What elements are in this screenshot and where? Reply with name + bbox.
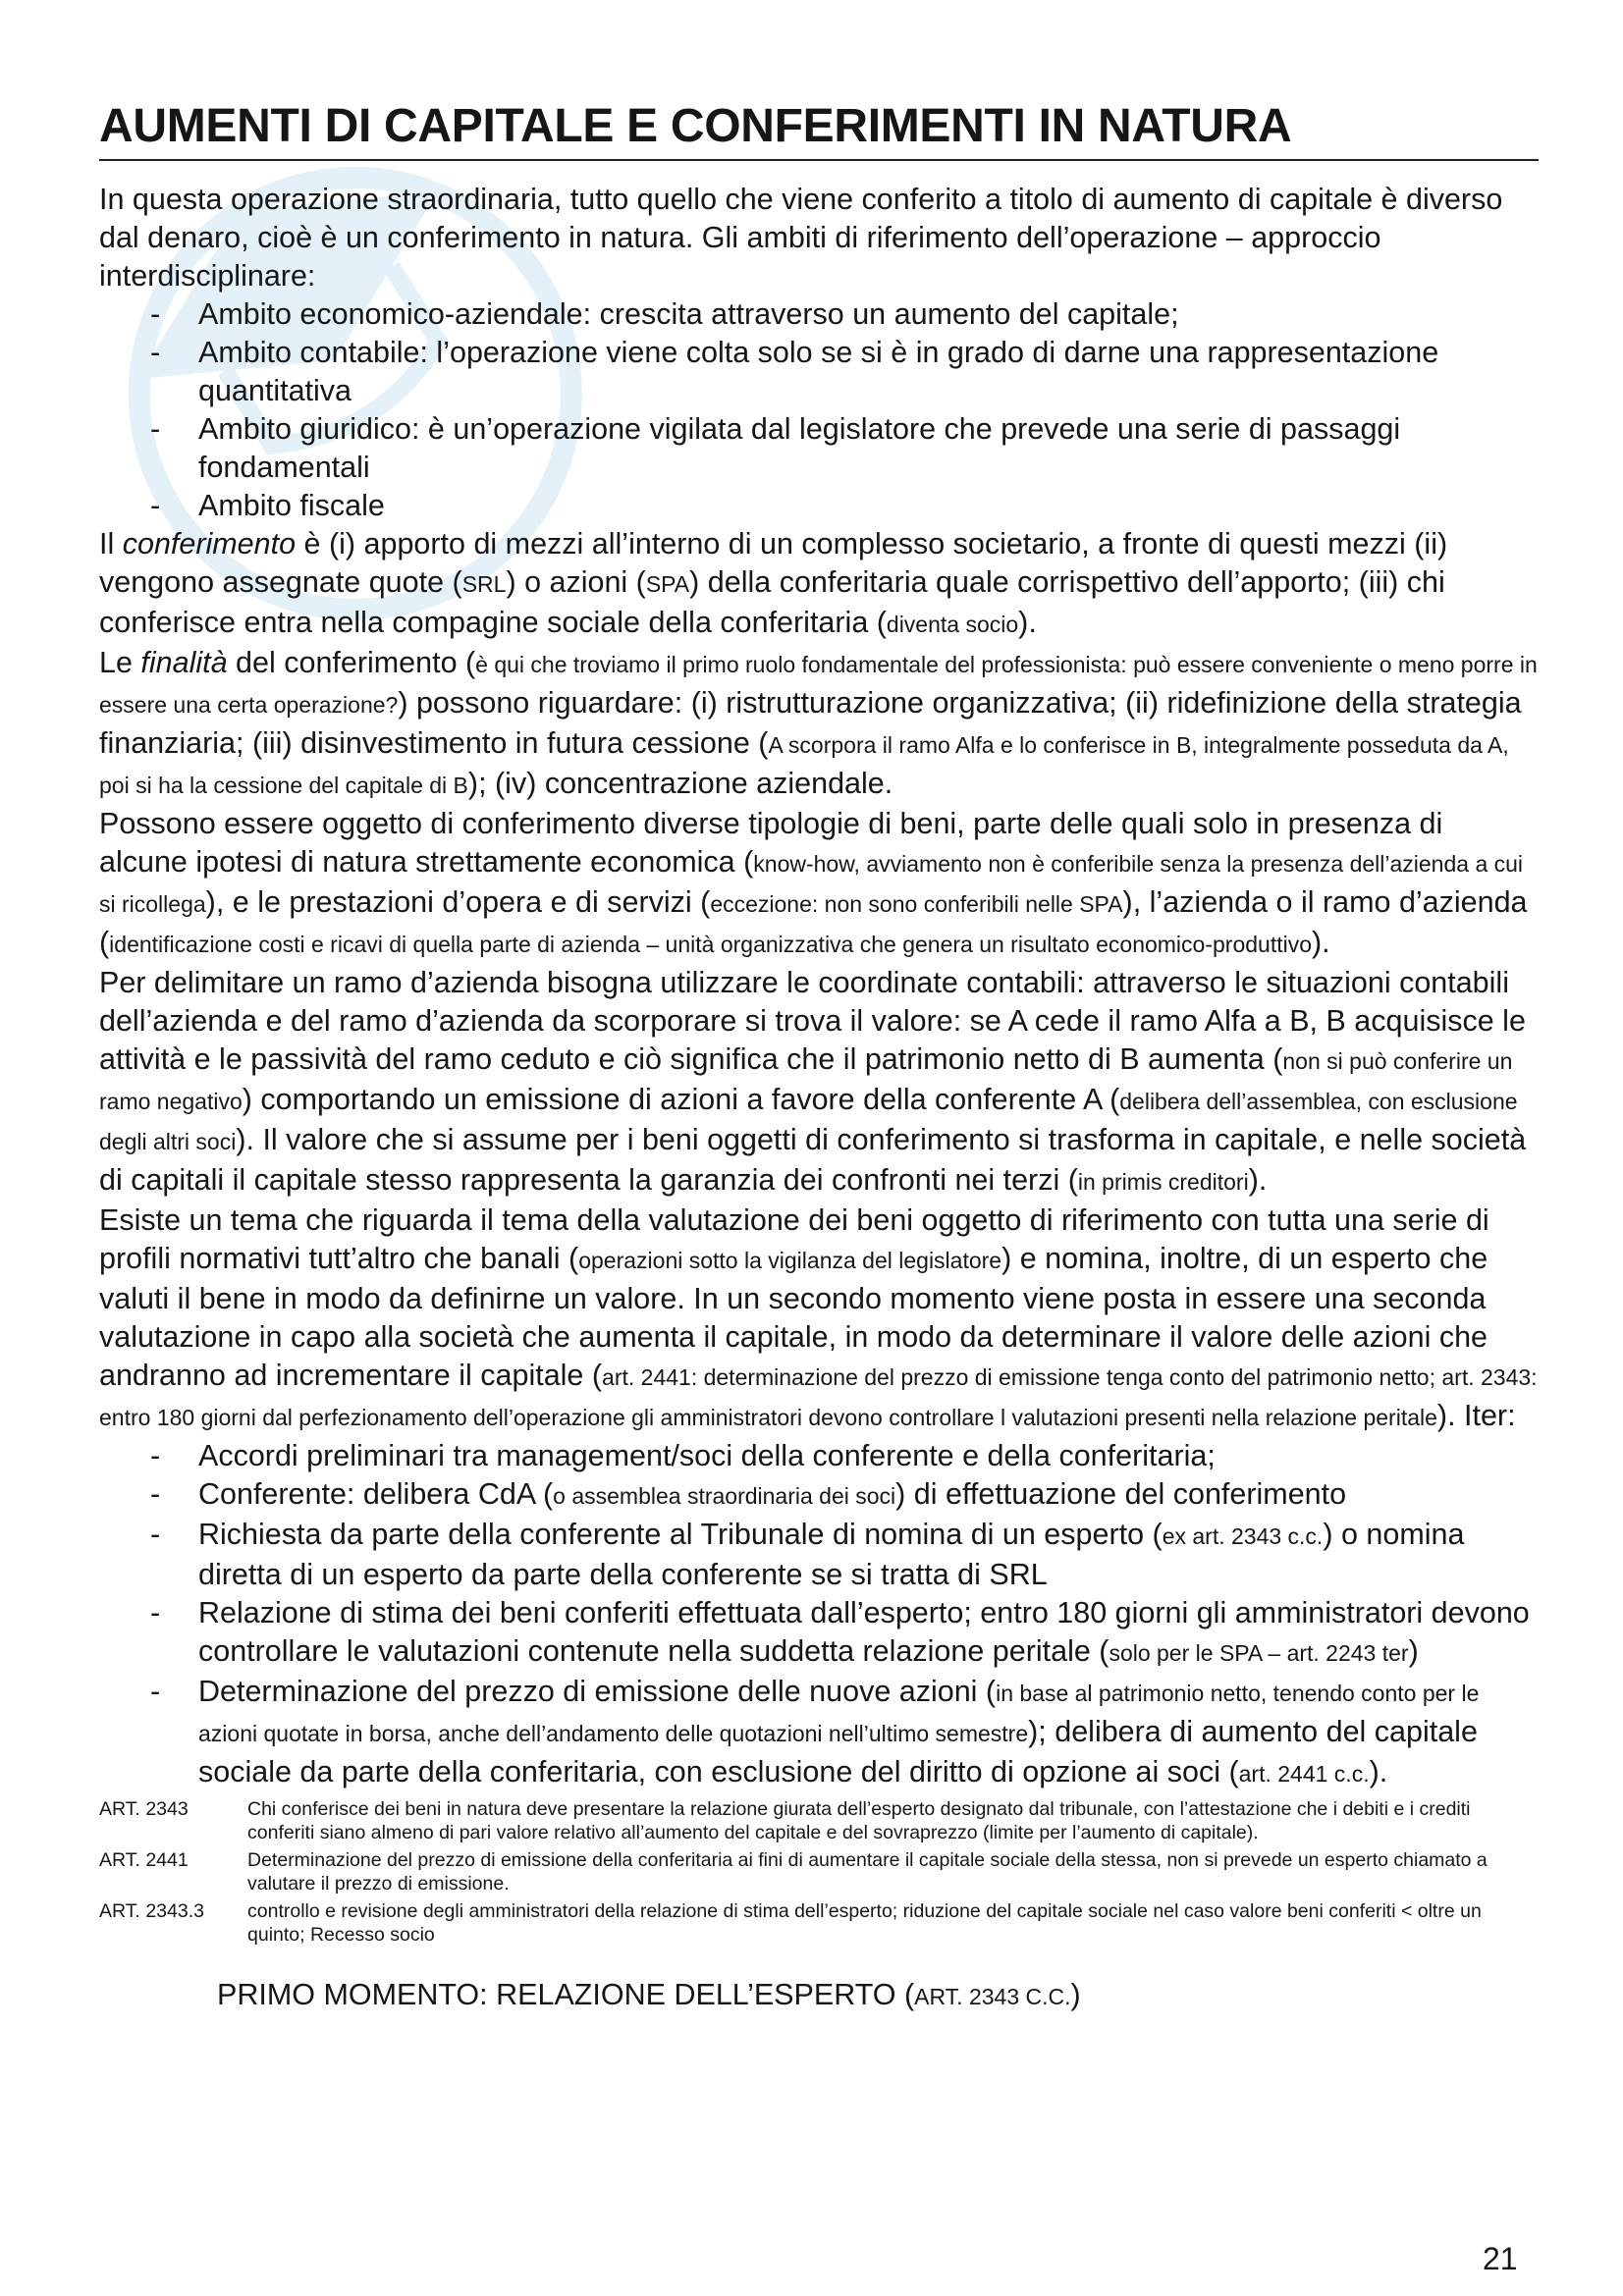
article-number: ART. 2343.3 — [99, 1900, 204, 1922]
list-item: - Accordi preliminari tra management/soci della conferente e della conferitaria; — [198, 1437, 1539, 1475]
finalita-paragraph: Le finalità del conferimento (è qui che troviamo il primo ruolo fondamentale del professionista: può essere conveniente o meno porre in essere una certa operazione?) possono riguardare: (i) ristrutturazione organizzativa; (ii) ridefinizione della strategia finanziaria; (iii) disinvestimento in futura cessione (A scorpora il ramo Alfa e lo conferisce in B, integralmente posseduta da A, poi si ha la cessione del capitale di B); (iv) concentrazione aziendale. — [99, 646, 1538, 800]
section-subtitle: PRIMO MOMENTO: RELAZIONE DELL’ESPERTO (ART. 2343 C.C.) — [217, 1978, 1081, 2011]
ramo-paragraph: Per delimitare un ramo d’azienda bisogna utilizzare le coordinate contabili: attraverso le situazioni contabili dell’azienda e del ramo d’azienda da scorporare si trova il valore: se A cede il ramo Alfa a B, B acquisisce le attività e le passività del ramo ceduto e ciò significa che il patrimonio netto di B aumenta (non si può conferire un ramo negativo) comportando un emissione di azioni a favore della conferente A (delibera dell’assemblea, con esclusione degli altri soci). Il valore che si assume per i beni oggetti di conferimento si trasforma in capitale, e nelle società di capitali il capitale stesso rappresenta la garanzia dei confronti nei terzi (in primis creditori). — [99, 966, 1527, 1197]
list-item: - Ambito fiscale — [198, 487, 1539, 525]
valutazione-paragraph: Esiste un tema che riguarda il tema della valutazione dei beni oggetto di riferimento con tutta una serie di profili normativi tutt’altro che banali (operazioni sotto la vigilanza del legislatore) e nomina, inoltre, di un esperto che valuti il bene in modo da definirne un valore. In un secondo momento viene posta in essere una seconda valutazione in capo alla società che aumenta il capitale, in modo da determinare il valore delle azioni che andranno ad incrementare il capitale (art. 2441: determinazione del prezzo di emissione tenga conto del patrimonio netto; art. 2343: entro 180 giorni dal perfezionamento dell’operazione gli amministratori devono controllare l valutazioni presenti nella relazione peritale). Iter: — [99, 1203, 1538, 1432]
table-row — [99, 1848, 1534, 1899]
list-item: - Ambito economico-aziendale: crescita attraverso un aumento del capitale; — [198, 295, 1539, 334]
table-row — [99, 1797, 1534, 1848]
iter-list — [99, 1437, 1539, 1793]
page-title: AUMENTI DI CAPITALE E CONFERIMENTI IN NATURA — [99, 96, 1539, 161]
article-number: ART. 2343 — [99, 1798, 189, 1820]
list-item: - Richiesta da parte della conferente al Tribunale di nomina di un esperto (ex art. 2343 c.c.) o nomina diretta di un esperto da parte della conferente se si tratta di SRL — [198, 1516, 1539, 1594]
article-number: ART. 2441 — [99, 1849, 189, 1871]
list-item: - Determinazione del prezzo di emissione delle nuove azioni (in base al patrimonio netto, tenendo conto per le azioni quotate in borsa, anche dell’andamento delle quotazioni nell’ultimo semestre); delibera di aumento del capitale sociale da parte della conferitaria, con esclusione del diritto di opzione ai soci (art. 2441 c.c.). — [198, 1673, 1539, 1793]
document-body — [99, 181, 1539, 1793]
page-number: 21 — [1483, 2241, 1518, 2276]
ambiti-list — [99, 295, 1539, 525]
list-item: - Ambito contabile: l’operazione viene colta solo se si è in grado di darne una rappresentazione quantitativa — [198, 334, 1539, 410]
list-item: - Ambito giuridico: è un’operazione vigilata dal legislatore che prevede una serie di passaggi fondamentali — [198, 410, 1539, 487]
beni-paragraph: Possono essere oggetto di conferimento diverse tipologie di beni, parte delle quali solo in presenza di alcune ipotesi di natura strettamente economica (know-how, avviamento non è conferibile senza la presenza dell’azienda a cui si ricollega), e le prestazioni d’opera e di servizi (eccezione: non sono conferibili nelle SPA), l’azienda o il ramo d’azienda (identificazione costi e ricavi di quella parte di azienda – unità organizzativa che genera un risultato economico-produttivo). — [99, 807, 1528, 959]
article-text: Chi conferisce dei beni in natura deve presentare la relazione giurata dell’esperto designato dal tribunale, con l’attestazione che i debiti e i crediti conferiti siano almeno di pari valore relativo all’aumento del capitale e del sovraprezzo (limite per l’aumento di capitale). — [247, 1798, 1471, 1843]
conferimento-paragraph: Il conferimento è (i) apporto di mezzi all’interno di un complesso societario, a fronte di questi mezzi (ii) vengono assegnate quote (SRL) o azioni (SPA) della conferitaria quale corrispettivo dell’apporto; (iii) chi conferisce entra nella compagine sociale della conferitaria (diventa socio). — [99, 527, 1448, 639]
intro-paragraph: In questa operazione straordinaria, tutto quello che viene conferito a titolo di aumento di capitale è diverso dal denaro, cioè è un conferimento in natura. Gli ambiti di riferimento dell’operazione – approccio interdisciplinare: — [99, 183, 1503, 293]
list-item: - Conferente: delibera CdA (o assemblea straordinaria dei soci) di effettuazione del conferimento — [198, 1475, 1539, 1516]
articoli-table — [99, 1797, 1534, 1950]
article-text: Determinazione del prezzo di emissione della conferitaria ai fini di aumentare il capitale sociale della stessa, non si prevede un esperto chiamato a valutare il prezzo di emissione. — [247, 1849, 1488, 1895]
document-page — [99, 96, 1539, 2016]
table-row — [99, 1899, 1534, 1950]
list-item: - Relazione di stima dei beni conferiti effettuata dall’esperto; entro 180 giorni gli amministratori devono controllare le valutazioni contenute nella suddetta relazione peritale (solo per le SPA – art. 2243 ter) — [198, 1594, 1539, 1673]
article-text: controllo e revisione degli amministratori della relazione di stima dell’esperto; riduzione del capitale sociale nel caso valore beni conferiti < oltre un quinto; Recesso socio — [247, 1900, 1482, 1946]
